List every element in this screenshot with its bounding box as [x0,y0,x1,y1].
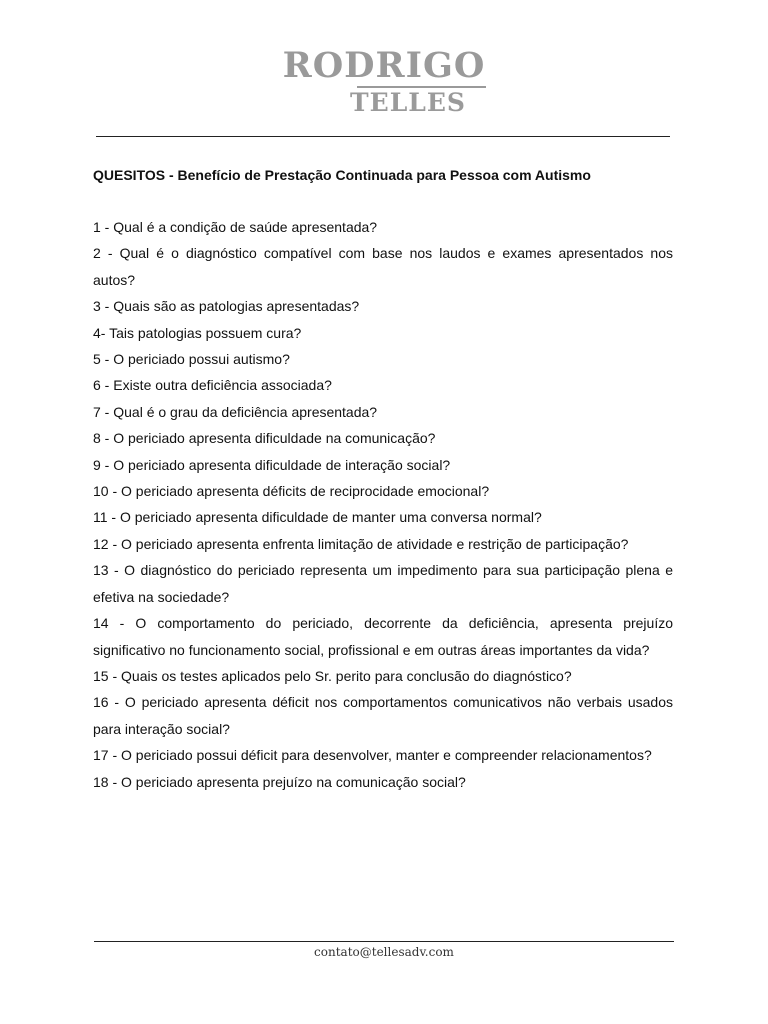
question-item: 4- Tais patologias possuem cura? [93,324,302,341]
question-item: 6 - Existe outra deficiência associada? [93,377,332,394]
questions-list [93,214,673,795]
question-item: 16 - O periciado apresenta déficit nos comportamentos comunicativos não verbais usados para interação social? [93,694,673,737]
question-item: 13 - O diagnóstico do periciado representa um impedimento para sua participação plena e efetiva na sociedade? [93,562,673,605]
header-divider [96,136,670,137]
logo-surname-line: TELLES [350,88,466,117]
question-item: 7 - Qual é o grau da deficiência apresentada? [93,403,378,420]
question-item: 5 - O periciado possui autismo? [93,351,290,368]
question-item: 17 - O periciado possui déficit para desenvolver, manter e compreender relacionamentos? [93,747,652,764]
question-item: 18 - O periciado apresenta prejuízo na comunicação social? [93,773,466,790]
question-item: 12 - O periciado apresenta enfrenta limitação de atividade e restrição de participação? [93,535,629,552]
question-item: 15 - Quais os testes aplicados pelo Sr. perito para conclusão do diagnóstico? [93,667,572,684]
question-item: 11 - O periciado apresenta dificuldade de manter uma conversa normal? [93,509,542,526]
document-title: QUESITOS - Benefício de Prestação Continuada para Pessoa com Autismo [93,167,591,183]
footer-contact-email: contato@tellesadv.com [314,945,454,959]
question-item: 9 - O periciado apresenta dificuldade de interação social? [93,456,451,473]
question-item: 10 - O periciado apresenta déficits de reciprocidade emocional? [93,483,490,500]
question-item: 2 - Qual é o diagnóstico compatível com base nos laudos e exames apresentados nos autos? [93,245,673,288]
question-item: 8 - O periciado apresenta dificuldade na comunicação? [93,430,436,447]
question-item: 3 - Quais são as patologias apresentadas? [93,298,360,315]
logo-name-line: RODRIGO [282,45,486,86]
question-item: 1 - Qual é a condição de saúde apresentada? [93,219,378,235]
question-item: 14 - O comportamento do periciado, decorrente da deficiência, apresenta prejuízo significativo no funcionamento social, profissional e em outras áreas importantes da vida? [93,615,673,658]
footer-divider [94,941,674,942]
